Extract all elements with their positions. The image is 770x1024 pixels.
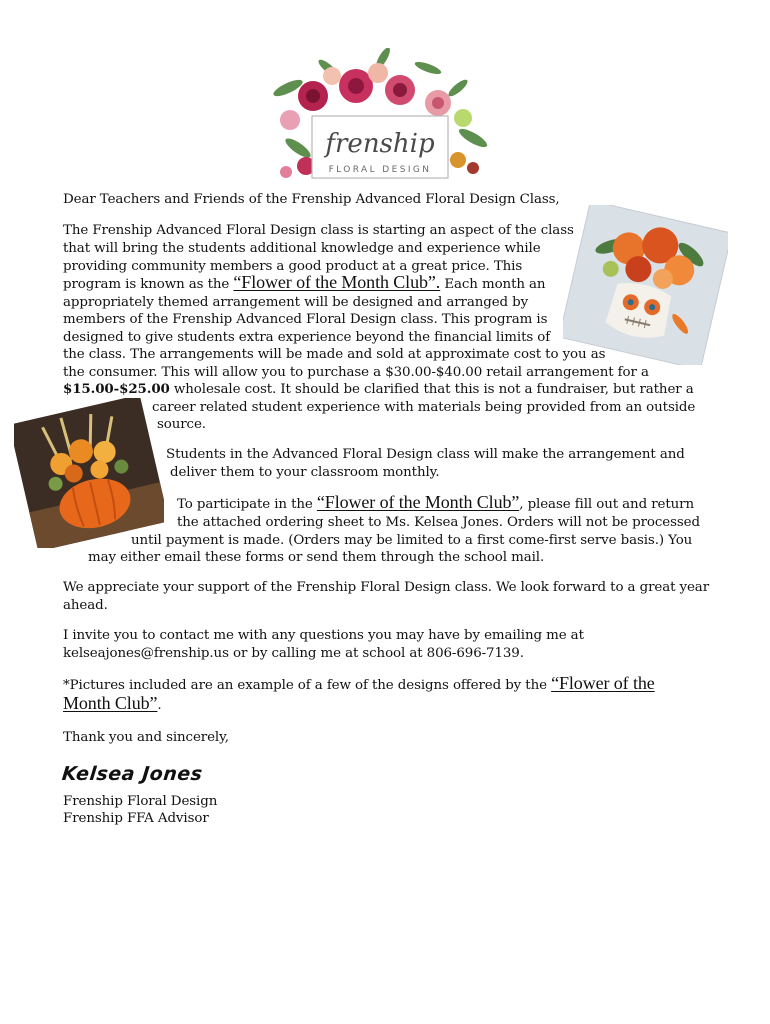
p3-line-1-end: , please fill out and return [519,497,694,512]
p1-line-5: appropriately themed arrangement will be designed and arranged by [63,295,529,310]
p4-line-2: ahead. [63,598,108,613]
p3-line-1 [177,494,694,514]
p6-line-1-start: *Pictures included are an example of a few of the designs offered by the [63,678,552,693]
p1-line-10-rest: wholesale cost. It should be clarified that this is not a fundraiser, but rather a [169,382,694,397]
p1-line-10 [63,381,694,399]
p2-line-1: Students in the Advanced Floral Design class will make the arrangement and [166,447,685,462]
p6-line-2-end: . [157,698,162,713]
p1-line-11: career related student experience with materials being provided from an outside [152,400,696,415]
closing-line: Thank you and sincerely, [63,730,229,745]
frenship-floral-design-logo [268,48,494,182]
p1-line-9: the consumer. This will allow you to purchase a $30.00-$40.00 retail arrangement for a [63,365,649,380]
handwritten-signature: Kelsea Jones [60,763,204,785]
p4-line-1: We appreciate your support of the Frenship Floral Design class. We look forward to a great year [63,580,709,595]
p1-line-8: the class. The arrangements will be made and sold at approximate cost to you as [63,347,606,362]
flower-of-month-club-text-1: “Flower of the Month Club”. [233,272,441,292]
pumpkin-arrangement-photo [14,398,164,548]
p1-line-12: source. [157,417,206,432]
p5-line-1: I invite you to contact me with any questions you may have by emailing me at [63,628,584,643]
p1-line-3: providing community members a good product at a great price. This [63,259,523,274]
logo-brand-text: frenship [325,129,435,159]
p6-line-2 [63,695,162,715]
p1-line-4 [63,274,545,294]
p5-line-2: kelseajones@frenship.us or by calling me at school at 806-696-7139. [63,646,524,661]
p1-line-4-start: program is known as the [63,277,234,292]
flower-of-month-club-text-4: Month Club” [63,693,158,713]
p1-line-1: The Frenship Advanced Floral Design class is starting an aspect of the class [63,223,574,238]
p1-line-4-end: Each month an [440,277,546,292]
logo-subtitle-text: FLORAL DESIGN [328,165,432,175]
p6-line-1 [63,675,655,695]
p3-line-4: may either email these forms or send them through the school mail. [88,550,545,565]
wholesale-price: $15.00-$25.00 [63,381,170,397]
p3-line-1-start: To participate in the [177,497,317,512]
p3-line-3: until payment is made. (Orders may be limited to a first come-first serve basis.) You [131,533,693,548]
signature-line-1: Frenship Floral Design [63,794,218,809]
p1-line-6: members of the Frenship Advanced Floral Design class. This program is [63,312,548,327]
flower-of-month-club-text-3: “Flower of the [551,673,655,693]
p2-line-2: deliver them to your classroom monthly. [170,465,440,480]
p3-line-2: the attached ordering sheet to Ms. Kelsea Jones. Orders will not be processed [177,515,700,530]
greeting-line: Dear Teachers and Friends of the Frenship Advanced Floral Design Class, [63,192,560,207]
p1-line-7: designed to give students extra experience beyond the financial limits of [63,330,551,345]
signature-line-2: Frenship FFA Advisor [63,811,209,826]
skull-vase-arrangement-photo [563,205,728,365]
p1-line-2: that will bring the students additional knowledge and experience while [63,241,541,256]
flower-of-month-club-text-2: “Flower of the Month Club” [316,492,520,512]
